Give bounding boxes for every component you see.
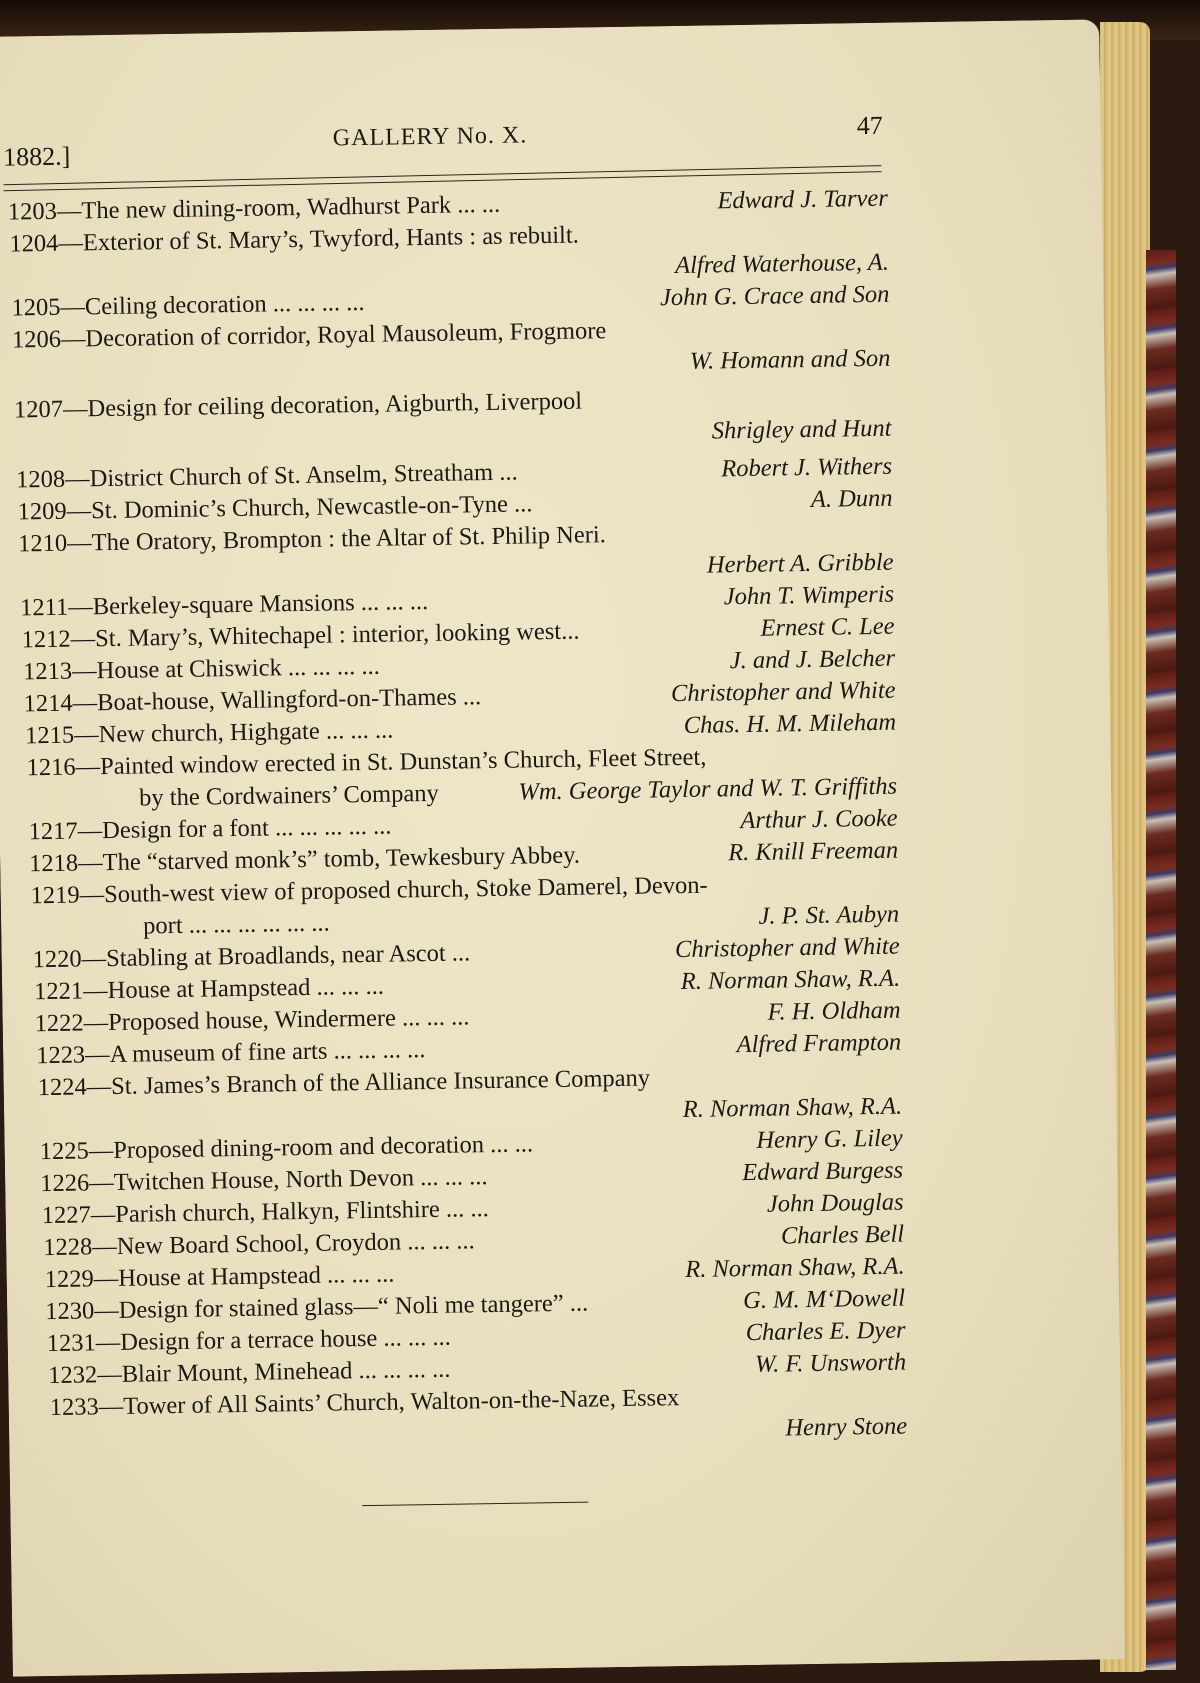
entry-number: 1210— (17, 529, 92, 558)
entry-artist: Chas. H. M. Mileham (683, 708, 897, 739)
entry-artist: John Douglas (766, 1188, 904, 1218)
entry-artist: Edward J. Tarver (717, 184, 889, 215)
end-rule (362, 1502, 588, 1507)
marbled-endpaper (1146, 250, 1176, 1670)
entry-number: 1227— (41, 1200, 116, 1230)
entry-title: Proposed house, Windermere ... ... ... (107, 1003, 470, 1037)
entry-artist: Herbert A. Gribble (706, 548, 894, 579)
entry-number: 1204— (9, 229, 84, 258)
catalogue-entries (8, 183, 908, 1457)
page-number: 47 (856, 110, 883, 141)
entry-title: St. Mary’s, Whitechapel : interior, looking west... (94, 617, 580, 653)
entry-title: Ceiling decoration ... ... ... ... (84, 288, 365, 321)
entry-artist: Robert J. Withers (721, 452, 893, 483)
entry-artist: Charles E. Dyer (745, 1316, 906, 1347)
entry-title: A museum of fine arts ... ... ... ... (109, 1036, 426, 1069)
book-page (0, 19, 1125, 1676)
entry-artist: G. M. M‘Dowell (742, 1284, 906, 1315)
header-rule-top (4, 165, 882, 185)
entry-artist: Henry Stone (785, 1412, 908, 1442)
entry-title-continuation: port ... ... ... ... ... ... (142, 909, 330, 940)
entry-number: 1216— (26, 753, 101, 782)
entry-artist: Christopher and White (674, 932, 900, 964)
entry-number: 1217— (28, 817, 103, 846)
entry-artist: J. P. St. Aubyn (758, 900, 900, 930)
entry-artist: A. Dunn (810, 484, 893, 513)
entry-title: House at Chiswick ... ... ... ... (96, 652, 380, 685)
entry-title: Blair Mount, Minehead ... ... ... ... (121, 1355, 451, 1388)
entry-title: Design for a terrace house ... ... ... (119, 1323, 452, 1356)
entry-number: 1225— (39, 1136, 114, 1166)
entry-artist: Alfred Frampton (736, 1028, 902, 1059)
entry-artist: F. H. Oldham (767, 996, 901, 1026)
entry-number: 1211— (19, 593, 93, 622)
entry-number: 1221— (33, 977, 108, 1006)
entry-number: 1232— (48, 1360, 122, 1390)
entry-artist: R. Knill Freeman (727, 836, 899, 867)
entry-number: 1220— (32, 945, 107, 974)
entry-artist: R. Norman Shaw, R.A. (685, 1252, 905, 1284)
entry-title: Berkeley-square Mansions ... ... ... (92, 587, 429, 621)
entry-title: Proposed dining-room and decoration ... ... (112, 1130, 534, 1164)
entry-artist: W. F. Unsworth (754, 1348, 907, 1378)
entry-title: Stabling at Broadlands, near Ascot ... (105, 939, 471, 973)
entry-number: 1229— (44, 1264, 119, 1294)
entry-number: 1203— (7, 197, 82, 226)
entry-title: District Church of St. Anselm, Streatham ... (89, 458, 518, 493)
entry-artist: Christopher and White (670, 676, 896, 708)
entry-title: The Oratory, Brompton : the Altar of St. Philip Neri. (91, 521, 606, 557)
entry-title-continuation: by the Cordwainers’ Company (138, 779, 439, 812)
entry-number: 1213— (22, 657, 97, 686)
entry-number: 1222— (34, 1009, 109, 1038)
entry-number: 1215— (24, 721, 99, 750)
entry-artist: Henry G. Liley (756, 1124, 903, 1154)
entry-artist: Edward Burgess (742, 1156, 904, 1187)
entry-number: 1208— (15, 465, 90, 494)
entry-title: Exterior of St. Mary’s, Twyford, Hants : as rebuilt. (82, 221, 580, 257)
entry-title: Tower of All Saints’ Church, Walton-on-the-Naze, Essex (123, 1384, 680, 1420)
entry-number: 1224— (37, 1073, 112, 1102)
entry-title: Parish church, Halkyn, Flintshire ... ... (114, 1195, 489, 1228)
entry-title: The “starved monk’s” tomb, Tewkesbury Abbey. (102, 841, 581, 877)
entry-title: House at Hampstead ... ... ... (117, 1260, 395, 1292)
entry-title: New church, Highgate ... ... ... (98, 716, 394, 749)
entry-number: 1206— (11, 325, 86, 354)
catalogue-entry (10, 311, 891, 389)
entry-artist: W. Homann and Son (689, 344, 891, 375)
entry-title: Decoration of corridor, Royal Mausoleum, Frogmore (85, 317, 607, 353)
entry-number: 1214— (23, 689, 98, 718)
entry-number: 1219— (30, 881, 105, 910)
entry-title: Boat-house, Wallingford-on-Thames ... (96, 683, 482, 717)
entry-number: 1231— (46, 1328, 121, 1358)
entry-number: 1233— (49, 1392, 124, 1422)
entry-title: Design for ceiling decoration, Aigburth, Liverpool (87, 387, 583, 423)
entry-artist: J. and J. Belcher (729, 644, 896, 675)
header-title: GALLERY No. X. (332, 122, 528, 152)
running-header (2, 85, 883, 172)
catalogue-entry (26, 1379, 907, 1457)
entry-artist: R. Norman Shaw, R.A. (680, 964, 901, 996)
entry-title: Design for a font ... ... ... ... ... (101, 812, 392, 845)
header-year: 1882.] (2, 141, 71, 172)
entry-title: St. James’s Branch of the Alliance Insurance Company (110, 1064, 651, 1101)
entry-title: South-west view of proposed church, Stoke Damerel, Devon- (103, 871, 708, 909)
entry-number: 1207— (13, 395, 88, 424)
entry-number: 1228— (43, 1232, 117, 1262)
entry-number: 1226— (39, 1168, 114, 1198)
entry-title: Design for stained glass—“ Noli me tangere” ... (118, 1289, 589, 1324)
entry-title: St. Dominic’s Church, Newcastle-on-Tyne ... (90, 490, 533, 525)
entry-title: The new dining-room, Wadhurst Park ... ... (81, 190, 501, 225)
entry-artist: R. Norman Shaw, R.A. (682, 1092, 903, 1124)
entry-number: 1223— (35, 1041, 110, 1070)
entry-number: 1205— (11, 293, 86, 322)
entry-artist: John T. Wimperis (723, 580, 895, 611)
entry-artist: John G. Crace and Son (659, 280, 890, 312)
entry-artist: Charles Bell (780, 1220, 905, 1250)
entry-number: 1212— (21, 625, 96, 654)
entry-artist: Arthur J. Cooke (740, 804, 898, 835)
entry-artist: Wm. George Taylor and W. T. Griffiths (518, 772, 898, 806)
catalogue-entry (11, 381, 892, 459)
entry-number: 1218— (28, 849, 103, 878)
entry-artist: Ernest C. Lee (760, 612, 895, 642)
entry-title: House at Hampstead ... ... ... (107, 972, 385, 1005)
entry-number: 1230— (45, 1296, 119, 1326)
entry-artist: Alfred Waterhouse, A. (674, 248, 890, 280)
entry-artist: Shrigley and Hunt (711, 414, 892, 445)
entry-title: New Board School, Croydon ... ... ... (116, 1227, 475, 1260)
entry-number: 1209— (17, 497, 92, 526)
entry-title: Twitchen House, North Devon ... ... ... (113, 1163, 488, 1196)
entry-title: Painted window erected in St. Dunstan’s Church, Fleet Street, (99, 743, 707, 781)
